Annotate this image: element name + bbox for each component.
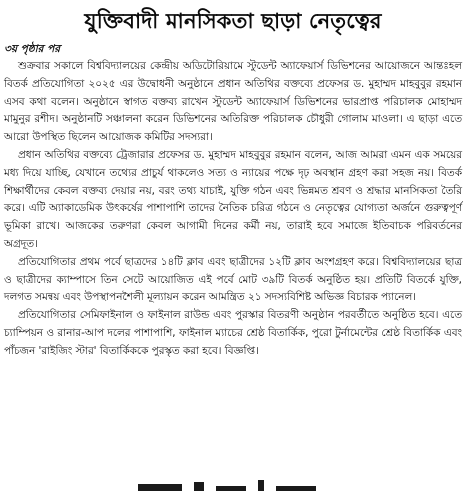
cropped-next-headline	[120, 478, 360, 491]
article-paragraph: প্রতিযোগিতার সেমিফাইনাল ও ফাইনাল রাউন্ড এবং পুরস্কার বিতরণী অনুষ্ঠান পরবর্তীতে অনুষ্ঠিত হবে। এতে চ্যাম্পিয়ন ও রানার-আপ দলের পাশাপাশি, ফাইনাল ম্যাচের শ্রেষ্ঠ বিতার্কিক, পুরো টুর্নামেন্টের শ্রেষ্ঠ বিতার্কিক এবং পাঁচজন 'রাইজিং স্টার' বিতার্কিককে পুরস্কৃত করা হবে। বিজ্ঞপ্তি।	[4, 309, 462, 357]
article-paragraph: শুক্রবার সকালে বিশ্ববিদ্যালয়ের কেন্দ্রীয় অডিটোরিয়ামে স্টুডেন্ট অ্যাফেয়ার্স ডিভিশনের আয়োজনে আন্তঃহল বিতর্ক প্রতিযোগিতা ২০২৫ এর উদ্বোধনী অনুষ্ঠানে প্রধান অতিথির বক্তব্যে প্রফেসর ড. মুহাম্মদ মাহবুবুর রহমান এসব কথা বলেন। অনুষ্ঠানে স্বাগত বক্তব্য রাখেন স্টুডেন্ট অ্যাফেয়ার্স ডিভিশনের ভারপ্রাপ্ত পরিচালক মোহাম্মদ মামুনুর রশীদ। অনুষ্ঠানটি সঞ্চালনা করেন ডিভিশনের অতিরিক্ত পরিচালক চৌধুরী গোলাম মাওলা। এ ছাড়া এতে আরো উপস্থিত ছিলেন আয়োজক কমিটির সদস্যরা।	[4, 60, 462, 144]
article-body	[4, 58, 462, 361]
article-paragraph: প্রতিযোগিতার প্রথম পর্বে ছাত্রদের ১৪টি ক্লাব এবং ছাত্রীদের ১২টি ক্লাব অংশগ্রহণ করে। বিশ্ববিদ্যালয়ের ছাত্র ও ছাত্রীদের ক্যাম্পাসে তিন সেটে আয়োজিত এই পর্বে মোট ৩৯টি বিতর্ক অনুষ্ঠিত হয়। প্রতিটি বিতর্কে যুক্তি, দলগত সমন্বয় এবং উপস্থাপনশৈলী মূল্যায়ন করেন আমন্ত্রিত ২১ সদস্যবিশিষ্ট অভিজ্ঞ বিচারক প্যানেল।	[4, 255, 462, 304]
article-headline: যুক্তিবাদী মানসিকতা ছাড়া নেতৃত্বের	[84, 9, 382, 33]
cropped-headline-fragment	[120, 478, 360, 491]
article-paragraph: প্রধান অতিথির বক্তব্যে ট্রেজারার প্রফেসর ড. মুহাম্মদ মাহবুবুর রহমান বলেন, আজ আমরা এমন এক সময়ের মধ্য দিয়ে যাচ্ছি, যেখানে তথ্যের প্রাচুর্য থাকলেও সত্য ও ন্যায়ের পক্ষে দৃঢ় অবস্থান গ্রহণ করা সহজ নয়। বিতর্ক শিক্ষার্থীদের কেবল বক্তব্য দেয়ার নয়, বরং তথ্য যাচাই, যুক্তি গঠন এবং ভিন্নমত শ্রবণ ও শ্রদ্ধার মানসিকতা তৈরি করে। এটি অ্যাকাডেমিক উৎকর্ষের পাশাপাশি তাদের নৈতিক চরিত্র গঠনে ও নেতৃত্বের যোগ্যতা অর্জনে গুরুত্বপূর্ণ ভূমিকা রাখে। আজকের তরুণরা কেবল আগামী দিনের কর্মী নয়, তারাই হবে সমাজে ইতিবাচক পরিবর্তনের অগ্রদূত।	[4, 148, 462, 250]
continued-from-label: ৩য় পৃষ্ঠার পর	[4, 43, 61, 55]
